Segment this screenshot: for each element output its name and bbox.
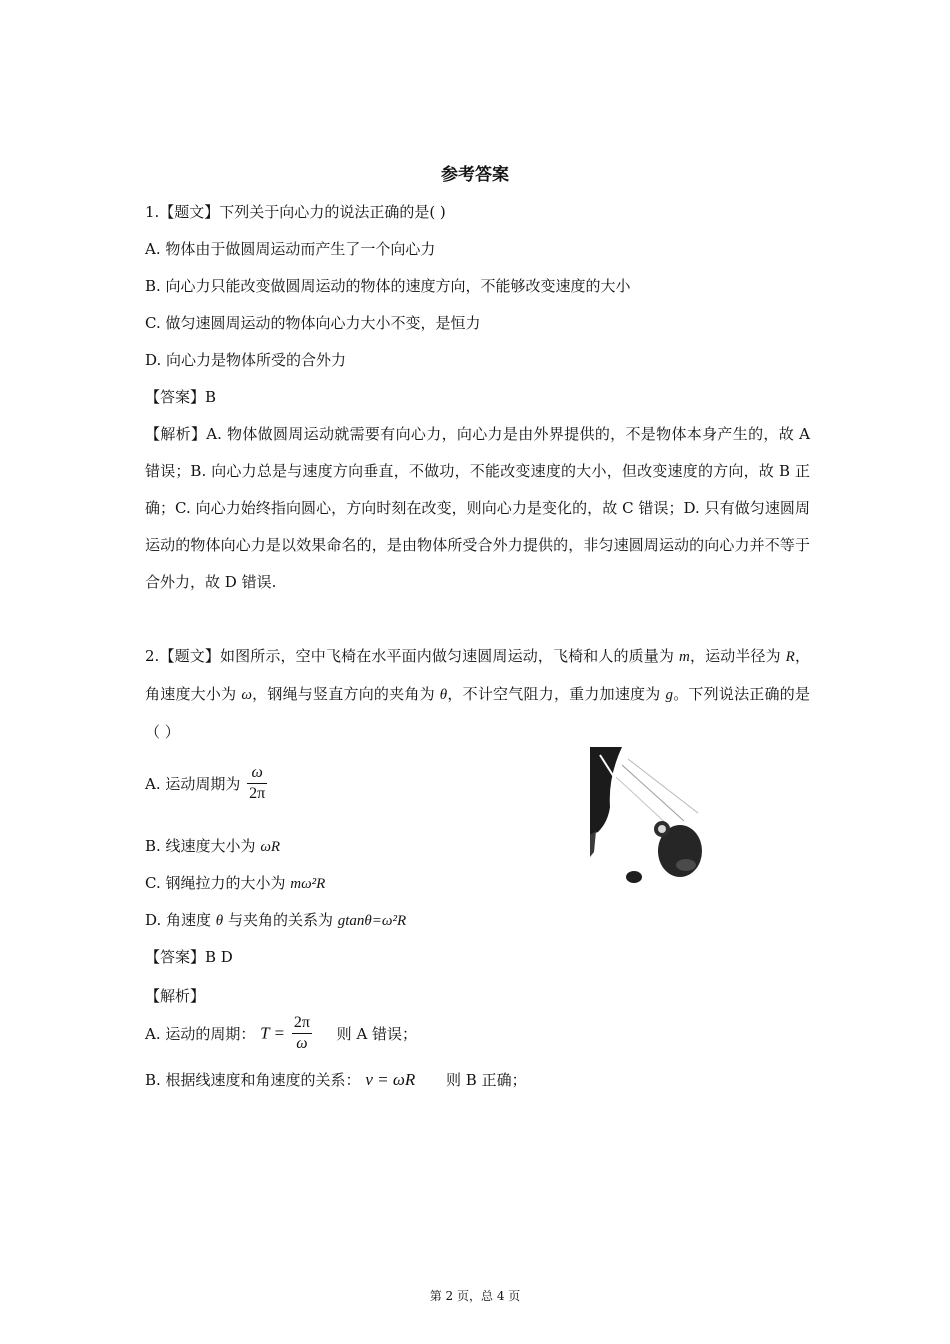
q2-analysis-title: 【解析】 [145, 987, 206, 1005]
q2-analysis-b: B. 根据线速度和角速度的关系： v = ωR 则 B 正确； [145, 1070, 527, 1089]
q1-analysis: 【解析】A. 物体做圆周运动就需要有向心力，向心力是由外界提供的，不是物体本身产生的，故 A 错误；B. 向心力总是与速度方向垂直，不做功，不能改变速度的大小，但改变速度的方向，故 B 正确；C. 向心力始终指向圆心，方向时刻在改变，则向心力是变化的，故 C 错误；D. 只有做匀速圆周运动的物体向心力是以效果命名的，是由物体所受合外力提供的，非匀速圆周运动的向心力并不等于合外力，故 D 错误. [145, 425, 810, 591]
fraction-omega-over-2pi: $\frac{\omega}{2\pi}$ [249, 764, 266, 802]
q2-stem: 2.【题文】如图所示，空中飞椅在水平面内做匀速圆周运动，飞椅和人的质量为 m，运动半径为 R，角速度大小为 ω，钢绳与竖直方向的夹角为 θ，不计空气阻力，重力加速度为 g。下列说法正确的是（ ） [145, 647, 810, 741]
q1-option-a: A. 物体由于做圆周运动而产生了一个向心力 [145, 240, 436, 258]
q2-answer: 【答案】B D [145, 948, 233, 966]
q2-option-b: B. 线速度大小为 ωR [145, 837, 281, 855]
q2-option-a: A. 运动周期为 $\frac{\omega}{2\pi}$ [145, 764, 266, 802]
q1-option-b: B. 向心力只能改变做圆周运动的物体的速度方向，不能够改变速度的大小 [145, 277, 631, 295]
q2-option-d: D. 角速度 θ 与夹角的关系为 gtanθ=ω²R [145, 911, 407, 929]
fraction-2pi-over-omega: $\frac{2\pi}{\omega}$ [293, 1014, 310, 1052]
q1-answer: 【答案】B [145, 388, 217, 406]
flying-chair-figure [588, 747, 718, 887]
q2-analysis-a: A. 运动的周期： T = $\frac{2\pi}{\omega}$ 则 A 错误； [145, 1014, 418, 1052]
page-title: 参考答案 [441, 165, 509, 185]
q2-option-c: C. 钢绳拉力的大小为 mω²R [145, 874, 326, 892]
q1-option-c: C. 做匀速圆周运动的物体向心力大小不变，是恒力 [145, 314, 481, 332]
page-footer: 第 2 页，总 4 页 [429, 1289, 521, 1303]
q1-option-d: D. 向心力是物体所受的合外力 [145, 351, 347, 369]
q1-stem: 1.【题文】下列关于向心力的说法正确的是( ) [145, 203, 446, 221]
